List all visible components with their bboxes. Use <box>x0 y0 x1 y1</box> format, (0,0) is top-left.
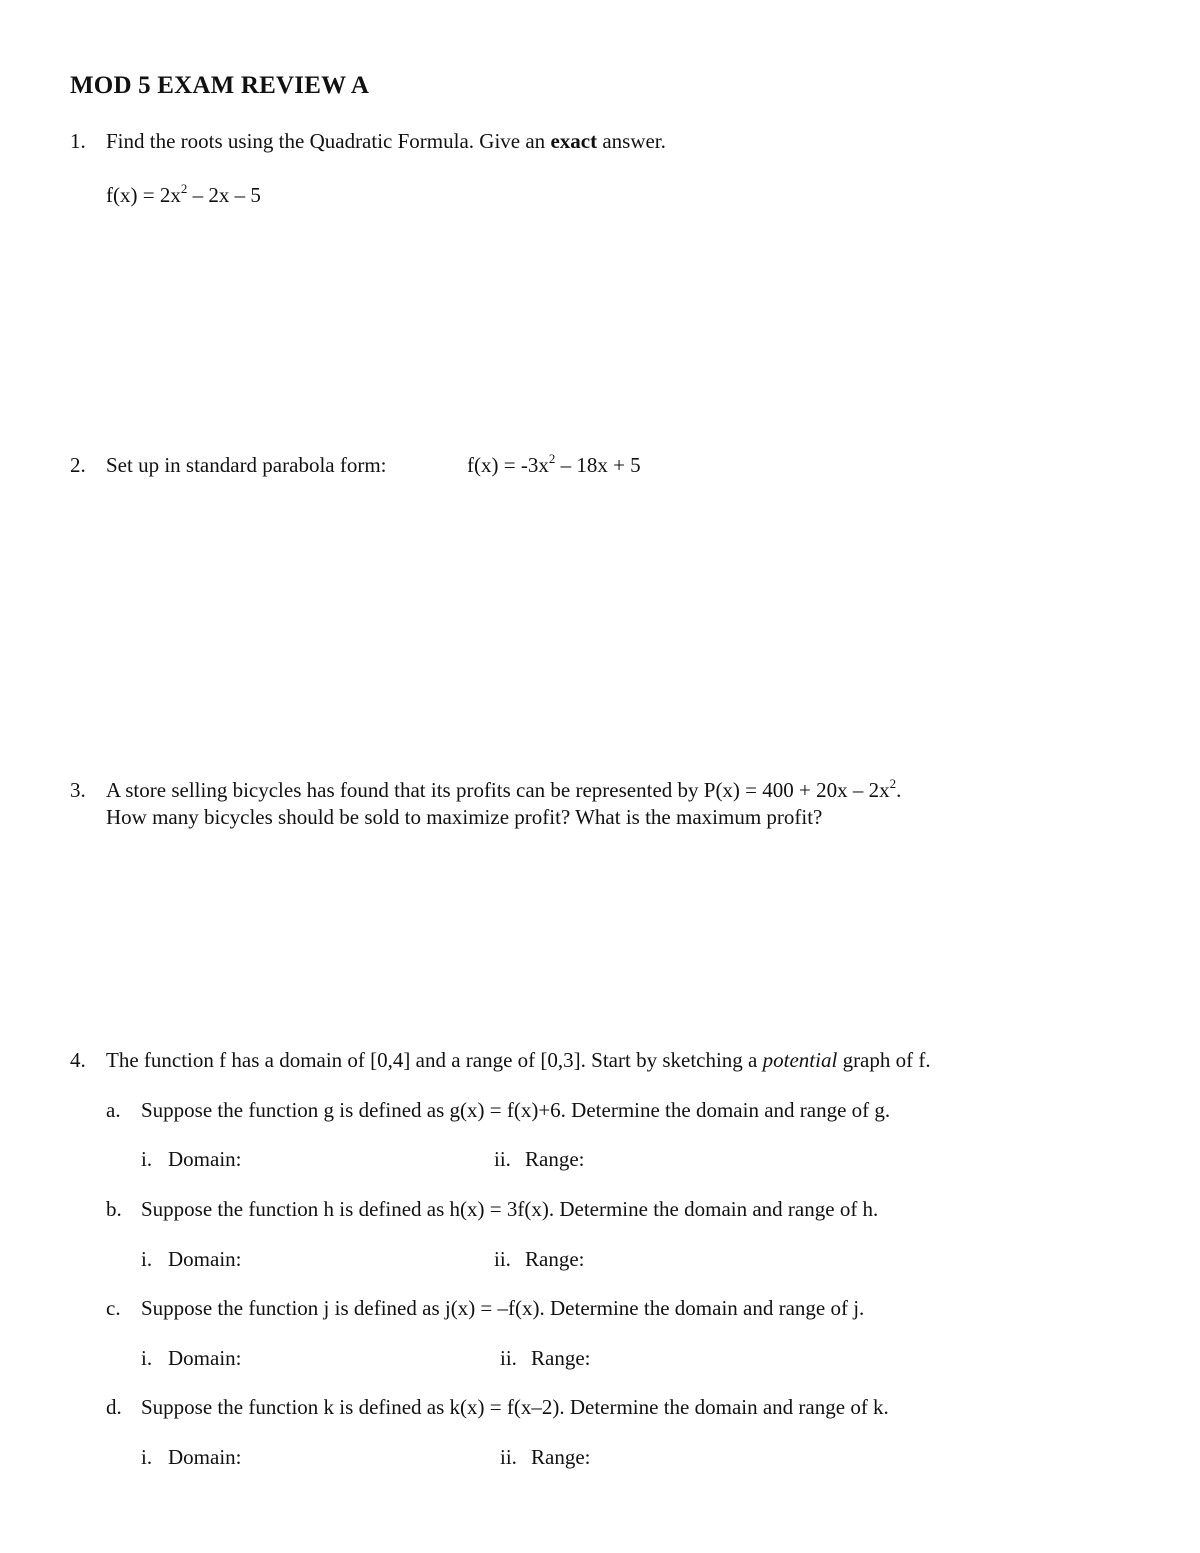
part-c-text: Suppose the function j is defined as j(x) = –f(x). Determine the domain and range of j. <box>141 1296 865 1320</box>
part-a-range-label: Range: <box>525 1147 585 1171</box>
question-1-text: Find the roots using the Quadratic Formula. Give an exact answer. <box>106 129 666 153</box>
question-1-equation: $f(x) = 2x^2 - 2x - 5$ <box>106 181 261 207</box>
part-a-domain-label: Domain: <box>168 1147 242 1171</box>
page-title: MOD 5 EXAM REVIEW A <box>70 72 370 99</box>
part-c-range-number: ii. <box>500 1346 517 1370</box>
part-b-text: Suppose the function h is defined as h(x) = 3f(x). Determine the domain and range of h. <box>141 1197 879 1221</box>
part-b-range-number: ii. <box>494 1247 511 1271</box>
part-d-range-number: ii. <box>500 1445 517 1469</box>
part-b-range-label: Range: <box>525 1247 585 1271</box>
part-c-range-label: Range: <box>531 1346 591 1370</box>
part-c-domain-label: Domain: <box>168 1346 242 1370</box>
part-a-text: Suppose the function g is defined as g(x) = f(x)+6. Determine the domain and range of g. <box>141 1098 891 1122</box>
question-2-text: Set up in standard parabola form: <box>106 453 387 477</box>
question-3-number: 3. <box>70 778 86 802</box>
part-a-domain-number: i. <box>141 1147 153 1171</box>
part-d-domain-number: i. <box>141 1445 153 1469</box>
question-1-number: 1. <box>70 129 86 153</box>
part-a-range-number: ii. <box>494 1147 511 1171</box>
part-b-domain-number: i. <box>141 1247 153 1271</box>
question-3-line-2: How many bicycles should be sold to maximize profit? What is the maximum profit? <box>106 805 823 829</box>
question-2-number: 2. <box>70 453 86 477</box>
part-d-letter: d. <box>106 1395 122 1419</box>
question-3-line-1: A store selling bicycles has found that its profits can be represented by $P(x) = 400 + 20x - 2x^2$. <box>106 776 902 802</box>
part-d-text: Suppose the function k is defined as k(x) = f(x–2). Determine the domain and range of k. <box>141 1395 889 1419</box>
question-2-equation: $f(x) = -3x^2 - 18x + 5$ <box>467 451 641 477</box>
part-b-letter: b. <box>106 1197 122 1221</box>
part-d-range-label: Range: <box>531 1445 591 1469</box>
part-b-domain-label: Domain: <box>168 1247 242 1271</box>
part-d-domain-label: Domain: <box>168 1445 242 1469</box>
part-a-letter: a. <box>106 1098 121 1122</box>
part-c-domain-number: i. <box>141 1346 153 1370</box>
part-c-letter: c. <box>106 1296 121 1320</box>
question-4-text: The function f has a domain of [0,4] and a range of [0,3]. Start by sketching a potential graph of f. <box>106 1048 931 1072</box>
question-4-number: 4. <box>70 1048 86 1072</box>
